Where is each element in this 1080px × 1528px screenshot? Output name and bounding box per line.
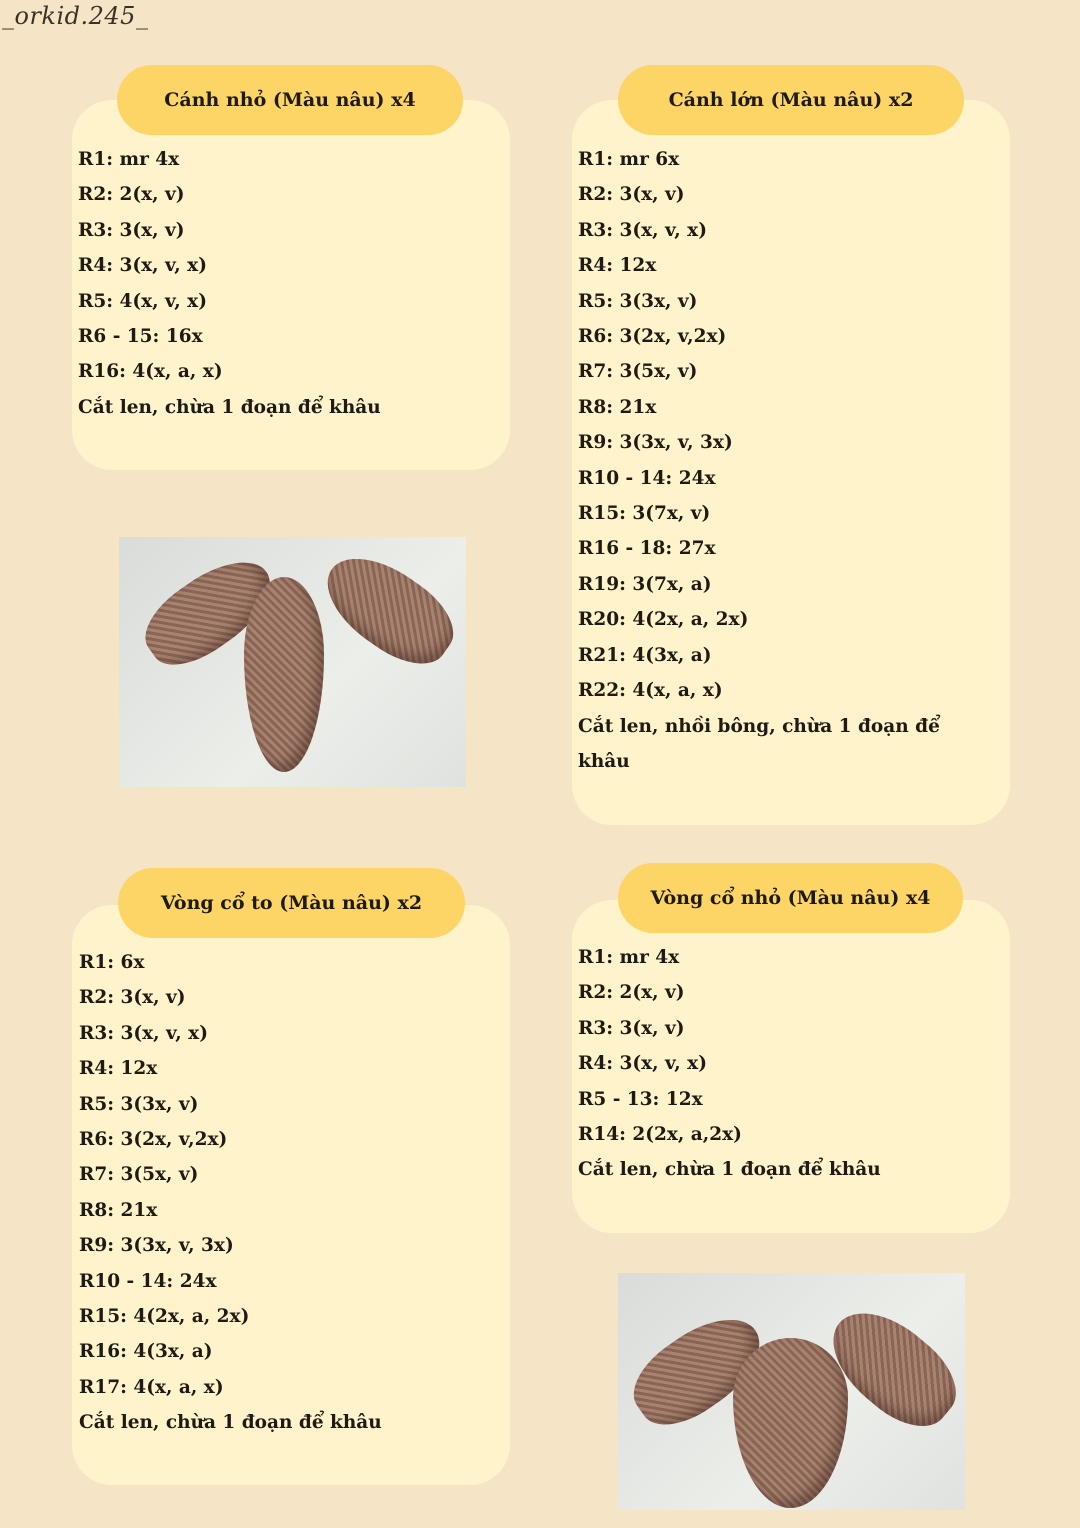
instruction-line: Cắt len, chừa 1 đoạn để khâu xyxy=(78,396,381,418)
instruction-line: R4: 3(x, v, x) xyxy=(578,1053,707,1075)
instruction-line: R8: 21x xyxy=(79,1199,158,1221)
instruction-line: R7: 3(5x, v) xyxy=(578,361,698,383)
instruction-list xyxy=(79,945,382,1441)
instruction-line: R1: mr 6x xyxy=(578,149,680,170)
instruction-line: R4: 3(x, v, x) xyxy=(78,255,207,277)
instruction-list xyxy=(578,142,940,779)
instruction-line: R5: 3(3x, v) xyxy=(79,1093,199,1115)
instruction-line: R5: 4(x, v, x) xyxy=(78,290,207,312)
watermark: _orkid.245_ xyxy=(2,2,149,30)
instruction-line: R15: 4(2x, a, 2x) xyxy=(79,1306,250,1328)
instruction-line: R22: 4(x, a, x) xyxy=(578,680,723,702)
instruction-line: R15: 3(7x, v) xyxy=(578,503,711,525)
section-title: Cánh nhỏ (Màu nâu) x4 xyxy=(117,65,463,135)
instruction-line: Cắt len, chừa 1 đoạn để khâu xyxy=(578,1159,881,1181)
instruction-line: R10 - 14: 24x xyxy=(578,467,716,489)
section-title: Cánh lớn (Màu nâu) x2 xyxy=(618,65,964,135)
instruction-line: R16: 4(x, a, x) xyxy=(78,361,223,383)
instruction-line: R14: 2(2x, a,2x) xyxy=(578,1124,742,1146)
instruction-line: R6: 3(2x, v,2x) xyxy=(79,1129,228,1151)
instruction-line: R9: 3(3x, v, 3x) xyxy=(578,432,733,454)
instruction-line: R16: 4(3x, a) xyxy=(79,1341,213,1363)
instruction-line: R1: 6x xyxy=(79,952,145,973)
instruction-line: R3: 3(x, v, x) xyxy=(79,1022,208,1044)
instruction-line: khâu xyxy=(578,750,630,772)
instruction-line: R2: 2(x, v) xyxy=(78,184,185,206)
instruction-line: R6 - 15: 16x xyxy=(78,326,203,348)
instruction-line: R1: mr 4x xyxy=(78,149,180,170)
instruction-list xyxy=(78,142,381,425)
instruction-line: Cắt len, chừa 1 đoạn để khâu xyxy=(79,1412,382,1434)
instruction-line: R3: 3(x, v) xyxy=(78,219,185,241)
instruction-line: R1: mr 4x xyxy=(578,947,680,968)
instruction-line: R4: 12x xyxy=(578,255,657,277)
crochet-piece xyxy=(244,577,324,772)
instruction-line: R10 - 14: 24x xyxy=(79,1270,217,1292)
instruction-line: R9: 3(3x, v, 3x) xyxy=(79,1235,234,1257)
instruction-line: R6: 3(2x, v,2x) xyxy=(578,326,727,348)
instruction-line: R3: 3(x, v) xyxy=(578,1017,685,1039)
instruction-line: R5 - 13: 12x xyxy=(578,1088,703,1110)
instruction-line: R21: 4(3x, a) xyxy=(578,644,712,666)
instruction-line: R19: 3(7x, a) xyxy=(578,573,712,595)
instruction-line: R7: 3(5x, v) xyxy=(79,1164,199,1186)
instruction-line: R2: 2(x, v) xyxy=(578,982,685,1004)
photo-small-wings xyxy=(119,537,466,787)
crochet-piece xyxy=(733,1338,848,1508)
section-title: Vòng cổ nhỏ (Màu nâu) x4 xyxy=(618,863,963,933)
instruction-line: R20: 4(2x, a, 2x) xyxy=(578,609,749,631)
instruction-line: R3: 3(x, v, x) xyxy=(578,219,707,241)
instruction-line: R8: 21x xyxy=(578,396,657,418)
crochet-piece xyxy=(310,539,466,681)
instruction-line: R4: 12x xyxy=(79,1058,158,1080)
instruction-line: R2: 3(x, v) xyxy=(79,987,186,1009)
instruction-line: Cắt len, nhồi bông, chừa 1 đoạn để xyxy=(578,715,940,737)
photo-small-collars xyxy=(618,1273,965,1510)
instruction-line: R2: 3(x, v) xyxy=(578,184,685,206)
instruction-line: R16 - 18: 27x xyxy=(578,538,716,560)
instruction-line: R17: 4(x, a, x) xyxy=(79,1376,224,1398)
instruction-line: R5: 3(3x, v) xyxy=(578,290,698,312)
section-title: Vòng cổ to (Màu nâu) x2 xyxy=(118,868,465,938)
instruction-list xyxy=(578,940,881,1188)
